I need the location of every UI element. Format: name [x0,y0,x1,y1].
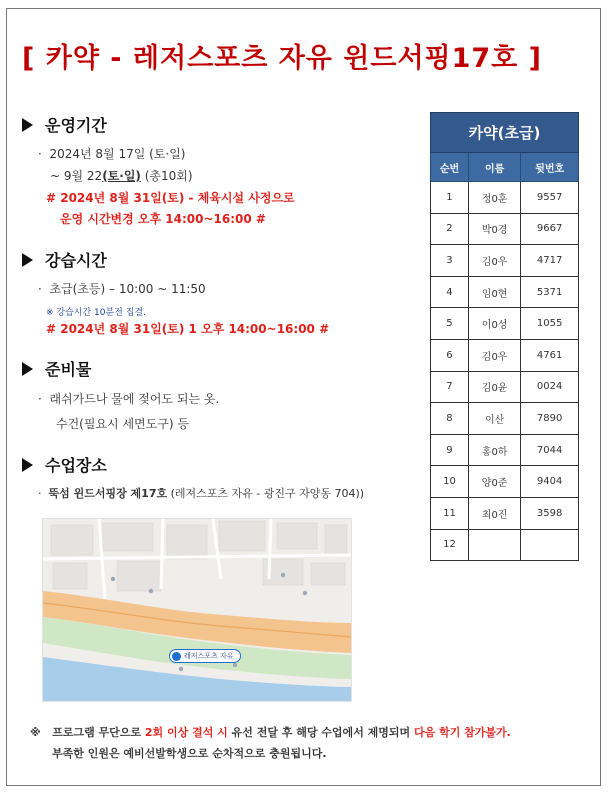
prep-line1 [38,390,219,407]
prep-heading-text: 준비물 [45,360,92,379]
row-phone-suffix: 7890 [521,403,579,435]
row-name: 양0준 [468,466,520,498]
row-phone-suffix: 5371 [521,276,579,308]
row-name: 이0성 [468,308,520,340]
section-heading-period [22,113,107,136]
map-marker-pin[interactable] [169,649,241,663]
row-name: 박0경 [468,213,520,245]
row-phone-suffix [521,529,579,561]
section-heading-prep [22,357,91,380]
table-row [431,434,579,466]
map-graphic [43,519,351,701]
row-number: 5 [431,308,469,340]
bullet-dot: · [38,392,42,406]
row-phone-suffix: 3598 [521,497,579,529]
table-row [431,276,579,308]
footnote-ineligible-warning: 다음 학기 참가불가. [413,726,511,739]
row-number: 2 [431,213,469,245]
row-phone-suffix: 0024 [521,371,579,403]
triangle-bullet-icon [22,118,33,132]
location-map[interactable] [42,518,352,702]
row-number: 12 [431,529,469,561]
table-row [431,529,579,561]
place-name: 뚝섬 윈드서핑장 제17호 [48,487,168,500]
row-number: 8 [431,403,469,435]
time-heading-text: 강습시간 [45,251,107,270]
row-name [468,529,520,561]
row-number: 9 [431,434,469,466]
column-header-number: 순번 [431,153,469,182]
place-address: (레져스포츠 자유 - 광진구 자양동 704)) [167,487,365,500]
triangle-bullet-icon [22,458,33,472]
period-notice-line2: 운영 시간변경 오후 14:00~16:00 # [60,212,266,226]
table-row [431,213,579,245]
row-name: 최0진 [468,497,520,529]
bullet-dot: · [38,147,42,161]
period-start-date: 2024년 8월 17일 (토·일) [49,147,186,161]
place-line [38,485,364,501]
row-number: 3 [431,245,469,277]
row-phone-suffix: 9557 [521,182,579,214]
row-name: 임0현 [468,276,520,308]
row-number: 4 [431,276,469,308]
section-heading-place [22,453,107,476]
table-row [431,466,579,498]
time-notice: # 2024년 8월 31일(토) 1 오후 14:00~16:00 # [46,322,330,336]
table-row [431,371,579,403]
table-row [431,308,579,340]
roster-title: 카약(초급) [431,113,579,153]
period-end-date: ~ 9월 22 [50,169,103,183]
triangle-bullet-icon [22,253,33,267]
row-phone-suffix: 4717 [521,245,579,277]
place-heading-text: 수업장소 [45,456,107,475]
row-number: 1 [431,182,469,214]
period-notice-line1: # 2024년 8월 31일(토) - 체육시설 사정으로 [46,191,295,205]
footnote-absence-warning: 2회 이상 결석 시 [144,726,228,739]
reference-mark-icon: ※ [30,726,41,739]
period-total-sessions: (총10회) [140,169,193,183]
table-row [431,497,579,529]
roster-table [430,112,579,561]
bullet-dot: · [38,487,42,500]
period-line2 [50,167,193,184]
row-number: 10 [431,466,469,498]
period-end-days: (토·일) [102,169,141,183]
row-phone-suffix: 4761 [521,339,579,371]
column-header-phone-suffix: 뒷번호 [521,153,579,182]
period-line1 [38,145,186,162]
row-phone-suffix: 1055 [521,308,579,340]
row-name: 홍0하 [468,434,520,466]
row-name: 이산 [468,403,520,435]
table-row [431,339,579,371]
prep-clothing-text: 래쉬가드나 물에 젖어도 되는 옷. [49,392,220,406]
triangle-bullet-icon [22,362,33,376]
table-row [431,245,579,277]
row-phone-suffix: 9667 [521,213,579,245]
row-number: 11 [431,497,469,529]
location-pin-icon [172,652,181,661]
time-line1 [38,280,206,297]
section-heading-time [22,248,107,271]
period-heading-text: 운영기간 [45,116,107,135]
footnote-text-2: 유선 전달 후 해당 수업에서 제명되며 [227,726,414,739]
prep-line2: 수건(필요시 세면도구) 등 [56,417,189,431]
row-name: 정0훈 [468,182,520,214]
row-phone-suffix: 9404 [521,466,579,498]
row-number: 6 [431,339,469,371]
row-name: 김0우 [468,245,520,277]
footnote-line1 [30,724,511,740]
column-header-name: 이름 [468,153,520,182]
class-time-text: 초급(초등) – 10:00 ~ 11:50 [49,282,206,296]
row-number: 7 [431,371,469,403]
page-title: [ 카약 - 레저스포츠 자유 윈드서핑17호 ] [22,43,543,74]
map-marker-label: 레저스포츠 자유 [184,652,234,660]
table-row [431,182,579,214]
footnote-line2: 부족한 인원은 예비선발학생으로 순차적으로 충원됩니다. [52,747,327,760]
row-phone-suffix: 7044 [521,434,579,466]
time-gather-note: ※ 강습시간 10분전 집결. [46,308,146,318]
table-row [431,403,579,435]
row-name: 김0우 [468,339,520,371]
bullet-dot: · [38,282,42,296]
row-name: 김0윤 [468,371,520,403]
footnote-text-1: 프로그램 무단으로 [52,726,145,739]
